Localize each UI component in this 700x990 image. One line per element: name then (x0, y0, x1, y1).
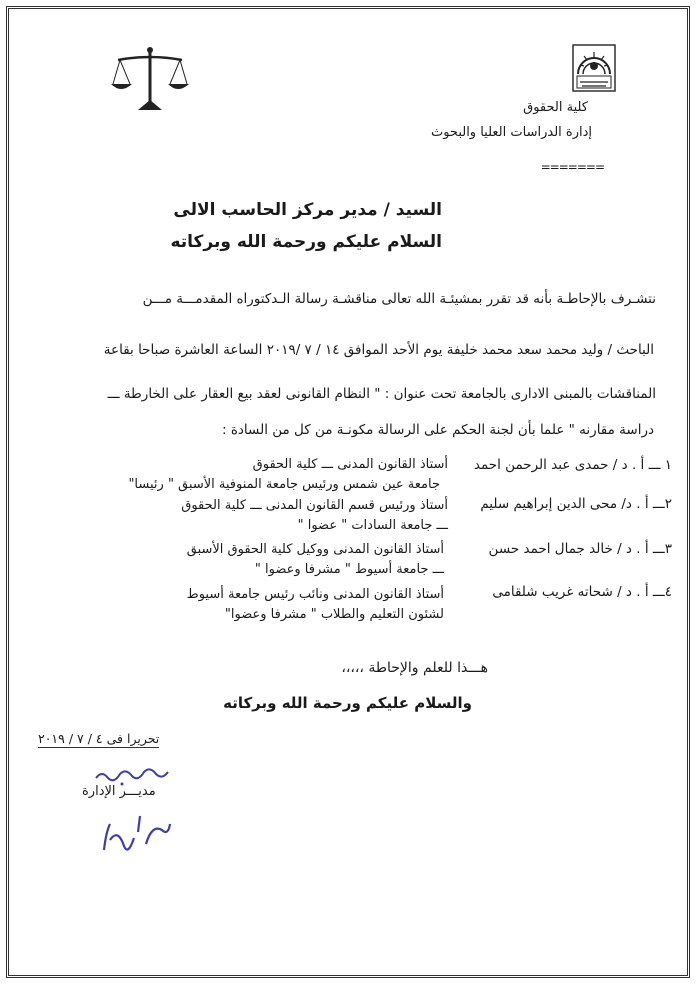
committee-member-name: ١ ـــ أ . د / حمدى عبد الرحمن احمد (473, 457, 672, 473)
body-line-2: الباحث / وليد محمد سعد محمد خليفة يوم الأحد الموافق ١٤ / ٧ /٢٠١٩ الساعة العاشرة صباحا بقاعة (103, 342, 654, 358)
committee-member-role: جامعة عين شمس ورئيس جامعة المنوفية الأسبق " رئيسا" (128, 477, 440, 492)
addressee: السيد / مدير مركز الحاسب الالى (173, 200, 442, 220)
opening-greeting: السلام عليكم ورحمة الله وبركاته (170, 232, 442, 252)
committee-member-role: أستاذ القانون المدنى ووكيل كلية الحقوق الأسبق (186, 542, 444, 557)
faculty-name: كلية الحقوق (523, 100, 588, 115)
signature (96, 810, 176, 866)
separator-line: ======= (540, 160, 604, 174)
committee-member-name: ٤ـــ أ . د / شحاته غريب شلقامى (492, 584, 672, 600)
committee-member-role: أستاذ القانون المدنى ـــ كلية الحقوق (252, 457, 448, 472)
scales-of-justice-icon (110, 44, 190, 112)
committee-member-role: أستاذ القانون المدنى ونائب رئيس جامعة أسيوط (186, 587, 444, 602)
committee-member-role: ـــ جامعة أسيوط " مشرفا وعضوا " (254, 562, 444, 577)
department-name: إدارة الدراسات العليا والبحوث (430, 125, 592, 140)
closing-greeting: والسلام عليكم ورحمة الله وبركاته (223, 694, 472, 712)
letter-date: تحريرا فى ٤ / ٧ / ٢٠١٩ (38, 731, 160, 746)
manager-title: مديـــر الإدارة (82, 784, 156, 799)
committee-member-name: ٢ـــ أ . د/ محى الدين إبراهيم سليم (480, 496, 672, 512)
body-line-4: دراسة مقارنه " علما بأن لجنة الحكم على الرسالة مكونـة من كل من السادة : (222, 422, 654, 438)
committee-member-name: ٣ـــ أ . د / خالد جمال احمد حسن (488, 541, 672, 557)
body-line-1: نتشـرف بالإحاطـة بأنه قد تقرر بمشيئـة الله تعالى مناقشـة رسالة الـدكتوراه المقدمـــة مـــن (142, 291, 656, 307)
committee-member-role: ـــ جامعة السادات " عضوا " (297, 518, 448, 533)
body-line-3: المناقشات بالمبنى الادارى بالجامعة تحت عنوان : " النظام القانونى لعقد بيع العقار على الخارطة ـــ (107, 386, 656, 402)
university-logo-icon (572, 44, 616, 92)
committee-member-role: لشئون التعليم والطلاب " مشرفا وعضوا" (224, 607, 444, 622)
closing-note: هـــذا للعلم والإحاطة ،،،،، (341, 660, 488, 676)
committee-member-role: أستاذ ورئيس قسم القانون المدنى ـــ كلية الحقوق (181, 498, 448, 513)
